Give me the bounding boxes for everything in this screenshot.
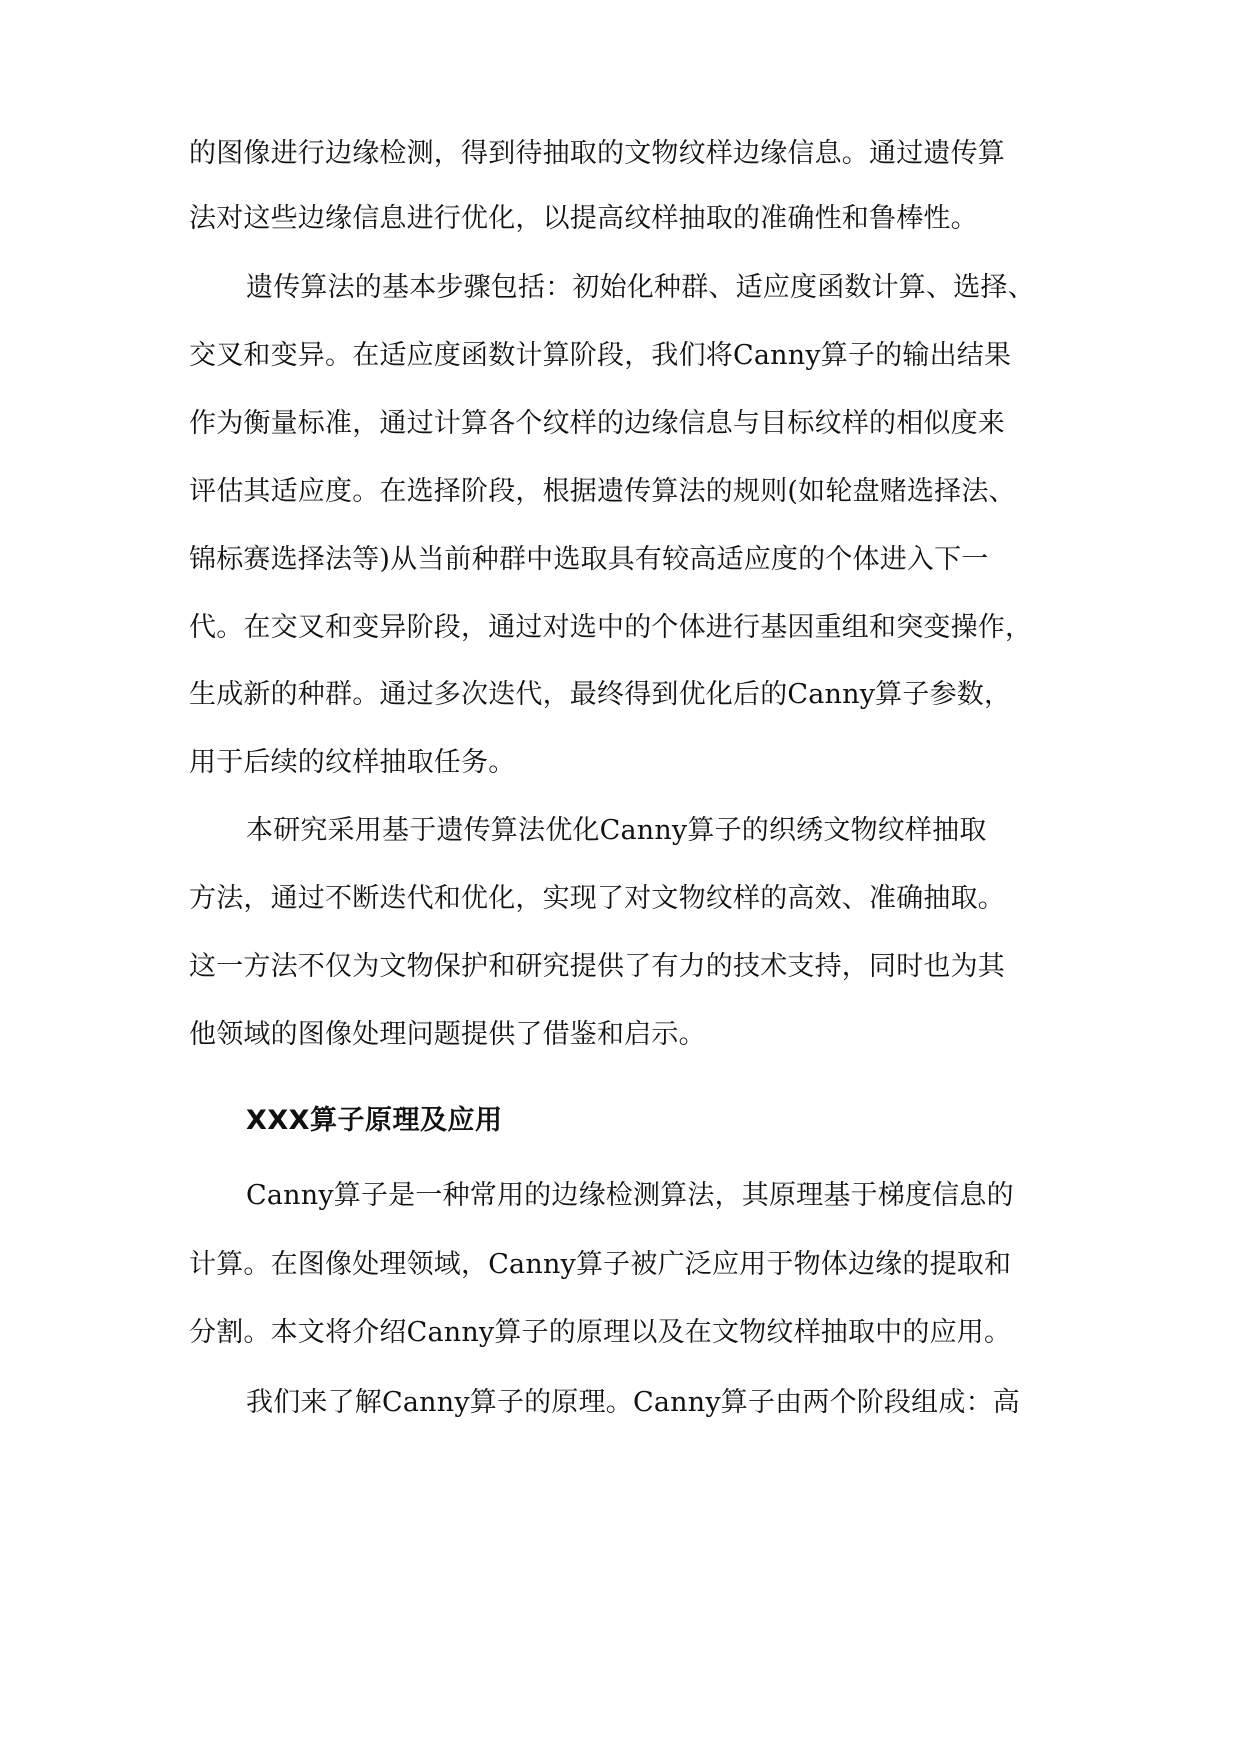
paragraph-line: 作为衡量标准，通过计算各个纹样的边缘信息与目标纹样的相似度来 xyxy=(189,408,1005,439)
paragraph-line: 方法，通过不断迭代和优化，实现了对文物纹样的高效、准确抽取。 xyxy=(189,883,1005,914)
paragraph-line: 交叉和变异。在适应度函数计算阶段，我们将Canny算子的输出结果 xyxy=(189,340,1012,371)
paragraph-line: 他领域的图像处理问题提供了借鉴和启示。 xyxy=(189,1019,706,1050)
paragraph-line: 锦标赛选择法等)从当前种群中选取具有较高适应度的个体进入下一 xyxy=(189,544,989,575)
paragraph-line: 法对这些边缘信息进行优化，以提高纹样抽取的准确性和鲁棒性。 xyxy=(189,203,978,234)
paragraph-line: 生成新的种群。通过多次迭代，最终得到优化后的Canny算子参数， xyxy=(189,679,1012,710)
paragraph-line: 计算。在图像处理领域，Canny算子被广泛应用于物体边缘的提取和 xyxy=(189,1249,1012,1280)
paragraph-line: 本研究采用基于遗传算法优化Canny算子的织绣文物纹样抽取 xyxy=(246,815,987,846)
paragraph-line: 的图像进行边缘检测，得到待抽取的文物纹样边缘信息。通过遗传算 xyxy=(189,138,1005,169)
paragraph-line: 这一方法不仅为文物保护和研究提供了有力的技术支持，同时也为其 xyxy=(189,951,1005,982)
paragraph-line: 分割。本文将介绍Canny算子的原理以及在文物纹样抽取中的应用。 xyxy=(189,1317,1012,1348)
paragraph-line: 评估其适应度。在选择阶段，根据遗传算法的规则(如轮盘赌选择法、 xyxy=(189,476,1016,507)
section-heading: XXX算子原理及应用 xyxy=(246,1105,503,1136)
paragraph-line: 遗传算法的基本步骤包括：初始化种群、适应度函数计算、选择、 xyxy=(246,272,1035,303)
paragraph-line: Canny算子是一种常用的边缘检测算法，其原理基于梯度信息的 xyxy=(246,1180,1014,1211)
paragraph-line: 代。在交叉和变异阶段，通过对选中的个体进行基因重组和突变操作， xyxy=(189,612,1033,643)
paragraph-line: 用于后续的纹样抽取任务。 xyxy=(189,747,516,778)
paragraph-line: 我们来了解Canny算子的原理。Canny算子由两个阶段组成：高 xyxy=(246,1387,1020,1418)
